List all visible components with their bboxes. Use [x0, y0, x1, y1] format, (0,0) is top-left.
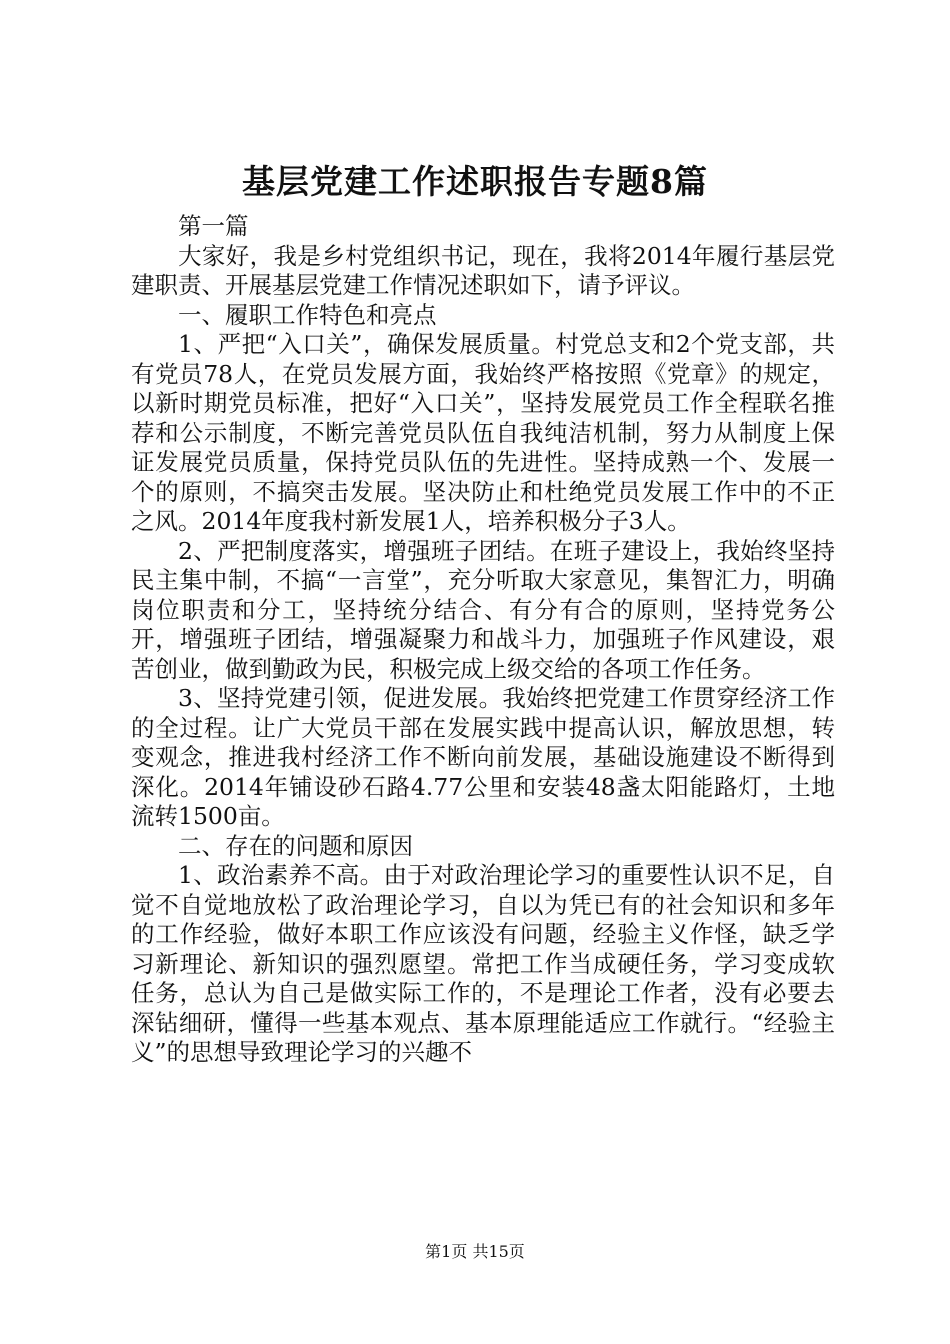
paragraph-party-leadership: 3、坚持党建引领，促进发展。我始终把党建工作贯穿经济工作的全过程。让广大党员干部在发展实践中提高认识，解放思想，转变观念，推进我村经济工作不断向前发展，基础设施建设不断得到深化。2014年铺设砂石路4.77公里和安装48盏太阳能路灯，土地流转1500亩。 — [131, 684, 835, 830]
paragraph-political-literacy: 1、政治素养不高。由于对政治理论学习的重要性认识不足，自觉不自觉地放松了政治理论学习，自以为凭已有的社会知识和多年的工作经验，做好本职工作应该没有问题，经验主义作怪，缺乏学习新理论、新知识的强烈愿望。常把工作当成硬任务，学习变成软任务，总认为自己是做实际工作的，不是理论工作者，没有必要去深钻细研，懂得一些基本观点、基本原理能适应工作就行。“经验主义”的思想导致理论学习的兴趣不 — [131, 861, 835, 1066]
section-heading-highlights: 一、履职工作特色和亮点 — [178, 300, 437, 329]
page-footer: 第1页 共15页 — [425, 1242, 525, 1261]
paragraph-intro: 大家好，我是乡村党组织书记，现在，我将2014年履行基层党建职责、开展基层党建工作情况述职如下，请予评议。 — [131, 241, 835, 299]
section-heading-part-one: 第一篇 — [178, 212, 249, 240]
paragraph-system-implementation: 2、严把制度落实，增强班子团结。在班子建设上，我始终坚持民主集中制，不搞“一言堂”，充分听取大家意见，集智汇力，明确岗位职责和分工，坚持统分结合、有分有合的原则，坚持党务公开，增强班子团结，增强凝聚力和战斗力，加强班子作风建设，艰苦创业，做到勤政为民，积极完成上级交给的各项工作任务。 — [131, 536, 835, 683]
document-body — [131, 212, 835, 1068]
section-heading-problems: 二、存在的问题和原因 — [178, 831, 413, 860]
document-title: 基层党建工作述职报告专题8篇 — [242, 162, 708, 201]
paragraph-entry-control: 1、严把“入口关”，确保发展质量。村党总支和2个党支部，共有党员78人，在党员发展方面，我始终严格按照《党章》的规定，以新时期党员标准，把好“入口关”，坚持发展党员工作全程联名推荐和公示制度，不断完善党员队伍自我纯洁机制，努力从制度上保证发展党员质量，保持党员队伍的先进性。坚持成熟一个、发展一个的原则，不搞突击发展。坚决防止和杜绝党员发展工作中的不正之风。2014年度我村新发展1人，培养积极分子3人。 — [131, 330, 835, 535]
